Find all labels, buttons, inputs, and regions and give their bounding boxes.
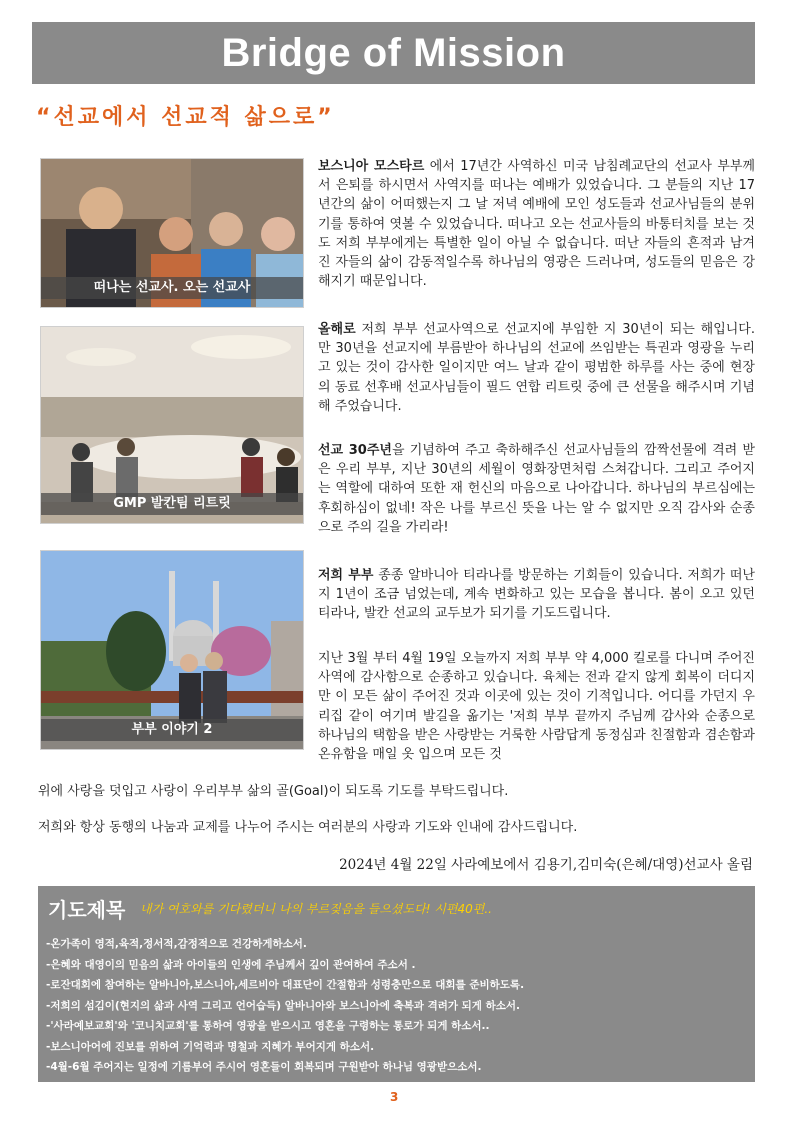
paragraph-text: 지난 3월 부터 4월 19일 오늘까지 저희 부부 약 4,000 킬로를 다니며 주어진 사역에 감사함으로 순종하고 있습니다. 육체는 전과 같지 않게 회복이 더디지만 이 모든 삶이 주어진 것과 이곳에 있는 것이 기적입니다. 어디를 가던지 우리집 같이 여기며 발길을 옮기는 '저희 부부 끝까지 주님께 감사와 순종으로 하나님의 택함을 받은 사랑받는 거룩한 사람답게 동정심과 친절함과 겸손함과 온유함을 매일 옷 입으며 모든 것: [318, 651, 755, 763]
photo-farewell: [40, 158, 304, 308]
paragraph-tirana: [318, 566, 755, 624]
page-banner: [32, 22, 755, 84]
prayer-item: -저희의 섬김이(현지의 삶과 사역 그리고 언어습득) 알바니아와 보스니아에 축복과 격려가 되게 하소서.: [46, 999, 521, 1012]
paragraph-anniversary: [318, 441, 755, 537]
page-title: Bridge of Mission: [221, 31, 566, 75]
photo-caption: GMP 발칸팀 리트릿: [41, 493, 303, 515]
paragraph-text: 을 기념하여 주고 축하해주신 선교사님들의 깜짝선물에 격려 받은 우리 부부, 지난 30년의 세월이 영화장면처럼 스쳐갑니다. 그리고 주어지는 역할에 대하여 또한 재 헌신의 마음으로 나아갑니다. 하나님의 부르심에는 후회하심이 없네! 작은 나를 부르신 뜻을 나는 알 수 없지만 오직 감사와 순종으로 주의 길을 가리라!: [318, 443, 755, 535]
prayer-item: -로잔대회에 참여하는 알바니아,보스니아,세르비아 대표단이 간절함과 성령충만으로 대회를 준비하도록.: [46, 979, 525, 991]
paragraph-thanks: [38, 818, 755, 837]
photo-couple: [40, 550, 304, 750]
photo-caption: 떠나는 선교사. 오는 선교사: [41, 277, 303, 299]
paragraph-lead: 저희 부부: [318, 568, 374, 583]
prayer-title: 기도제목: [48, 898, 126, 922]
photo-caption: 부부 이야기 2: [41, 719, 303, 741]
paragraph-30-years: [318, 320, 755, 416]
paragraph-text: 저희 부부 선교사역으로 선교지에 부임한 지 30년이 되는 해입니다. 만 30년을 선교지에 부름받아 하나님의 선교에 쓰임받는 특권과 영광을 누리고 있는 것이 감사한 일이지만 여느 날과 같이 평범한 하루를 사는 중에 현장의 동료 선후배 선교사님들이 필드 연합 리트릿 중에 큰 선물을 해주시며 기념해 주었습니다.: [318, 322, 755, 414]
paragraph-farewell: [318, 157, 755, 291]
prayer-verse: 내가 여호와를 기다렸더니 나의 부르짖음을 들으셨도다! 시편40편..: [140, 902, 492, 916]
paragraph-lead: 선교 30주년: [318, 443, 392, 458]
subtitle: “선교에서 선교적 삶으로”: [36, 105, 335, 130]
paragraph-text: 에서 17년간 사역하신 미국 남침례교단의 선교사 부부께서 은퇴를 하시면서 사역지를 떠나는 예배가 있었습니다. 그 분들의 지난 17년간의 삶이 어떠했는지 그 날 저녁 예배에 모인 성도들과 선교사님들의 분위기를 통하여 엿볼 수 있었습니다. 떠나고 오는 선교사들의 바통터치를 보는 것도 저희 부부에게는 특별한 일이 아닐 수 없습니다. 떠난 자들의 흔적과 남겨진 자들의 삶이 감동적일수록 하나님의 영광은 드러나며, 성도들의 믿음은 강해지기 때문입니다.: [318, 159, 755, 290]
paragraph-lead: 올해로: [318, 322, 356, 337]
paragraph-text: 종종 알바니아 티라나를 방문하는 기회들이 있습니다. 저희가 떠난지 1년이 조금 넘었는데, 계속 변화하고 있는 모습을 봅니다. 봄이 오고 있던 티라나, 발칸 선교의 교두보가 되기를 기도드립니다.: [318, 568, 755, 622]
paragraph-text: 저희와 항상 동행의 나눔과 교제를 나누어 주시는 여러분의 사랑과 기도와 인내에 감사드립니다.: [38, 820, 578, 835]
paragraph-lead: 보스니아 모스타르: [318, 159, 425, 174]
prayer-box: [38, 886, 755, 1082]
paragraph-prayer-request: [38, 782, 755, 801]
prayer-item: -온가족이 영적,육적,정서적,감정적으로 건강하게하소서.: [46, 938, 307, 950]
prayer-item: -보스니아어에 진보를 위하여 기억력과 명철과 지혜가 부어지게 하소서.: [46, 1040, 375, 1053]
prayer-item: -은혜와 대영이의 믿음의 삶과 아이들의 인생에 주님께서 깊이 관여하여 주소서 .: [46, 958, 416, 971]
paragraph-text: 위에 사랑을 덧입고 사랑이 우리부부 삶의 골(Goal)이 되도록 기도를 부탁드립니다.: [38, 784, 509, 799]
page-number: 3: [390, 1090, 399, 1104]
paragraph-journey: [318, 649, 755, 764]
prayer-item: -4월-6월 주어지는 일정에 기름부어 주시어 영혼들이 회복되며 구원받아 하나님 영광받으소서.: [46, 1061, 482, 1073]
signature: 2024년 4월 22일 사라예보에서 김용기,김미숙(은혜/대영)선교사 올림: [339, 857, 753, 873]
photo-retreat: [40, 326, 304, 524]
prayer-item: -'사라예보교회'와 '코니치교회'를 통하여 영광을 받으시고 영혼을 구령하는 통로가 되게 하소서..: [46, 1020, 490, 1032]
prayer-list: [46, 934, 524, 1078]
